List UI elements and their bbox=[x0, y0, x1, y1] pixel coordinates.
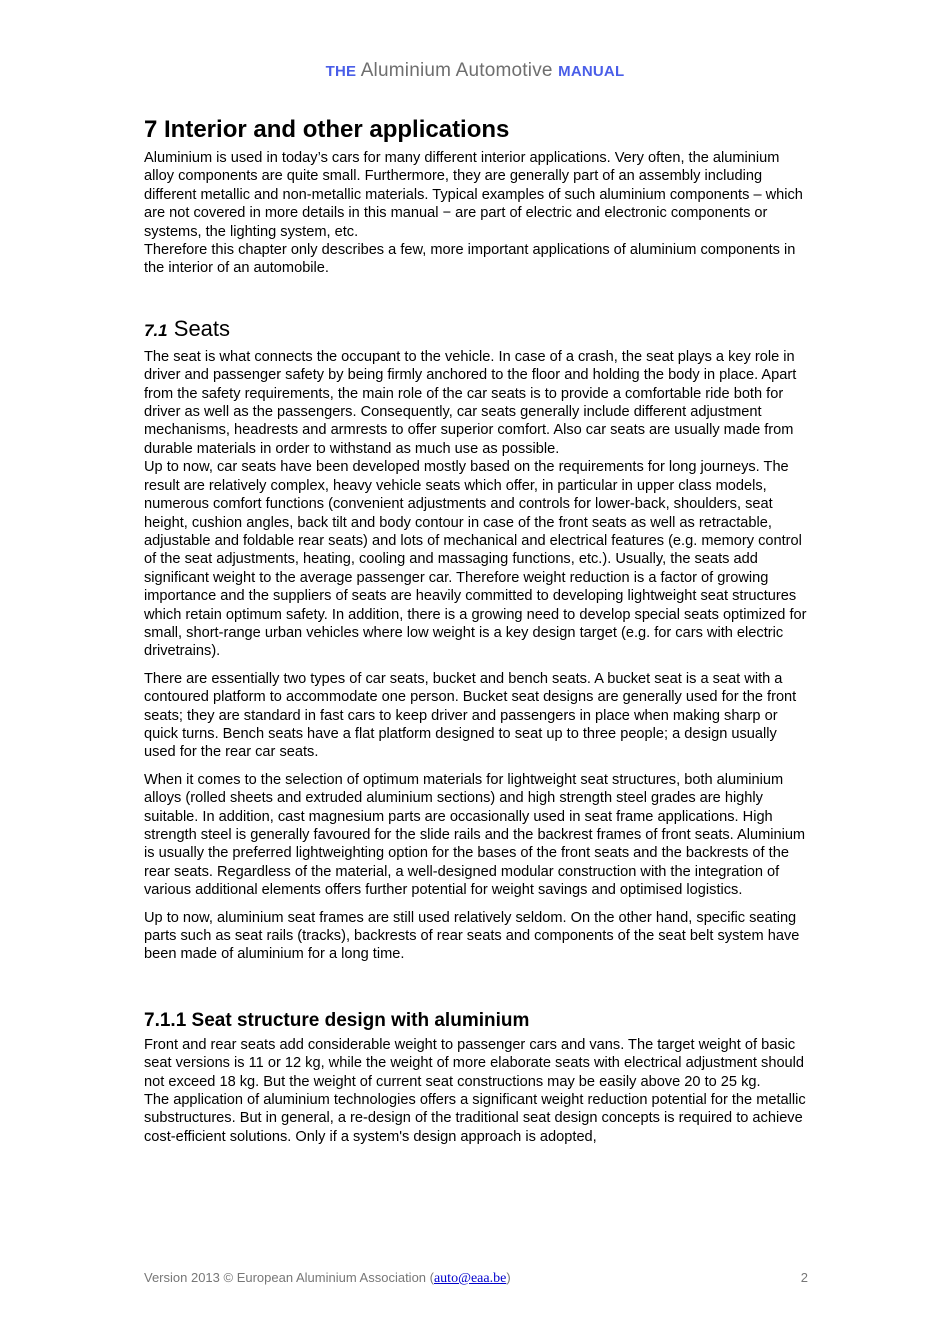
section-heading bbox=[144, 314, 810, 346]
footer-version: Version 2013 © European Aluminium Association ( bbox=[144, 1270, 434, 1285]
chapter-paragraph: Therefore this chapter only describes a few, more important applications of aluminium components in the interior of an automobile. bbox=[144, 242, 796, 277]
section-title: Seats bbox=[173, 315, 231, 341]
subsection-paragraph: Front and rear seats add considerable weight to passenger cars and vans. The target weight of basic seat versions is 11 or 12 kg, while the weight of more elaborate seats with electrical adjustment should not exceed 18 kg. But the weight of current seat constructions may be easily above 20 to 25 kg. bbox=[144, 1036, 805, 1090]
footer-email-link[interactable]: auto@eaa.be bbox=[433, 1271, 507, 1286]
chapter-title: 7 Interior and other applications bbox=[144, 116, 510, 143]
header-manual: MANUAL bbox=[558, 63, 625, 80]
page-header bbox=[0, 60, 950, 82]
section-number: 7.1 bbox=[144, 320, 168, 340]
header-the: THE bbox=[325, 63, 357, 80]
section-paragraph: Up to now, aluminium seat frames are still used relatively seldom. On the other hand, specific seating parts such as seat rails (tracks), backrests of rear seats and components of the seat belt system have been made of aluminium for a long time. bbox=[144, 909, 800, 963]
header-title: Aluminium Automotive bbox=[360, 60, 553, 81]
section-paragraph: There are essentially two types of car seats, bucket and bench seats. A bucket seat is a seat with a contoured platform to accommodate one person. Bucket seat designs are generally used for the front seats; they are standard in fast cars to keep driver and passengers in place when making sharp or quick turns. Bench seats have a flat platform designed to seat up to three people; a design usually used for the rear car seats. bbox=[144, 670, 797, 761]
page-footer bbox=[144, 1270, 808, 1287]
section-paragraph: Up to now, car seats have been developed mostly based on the requirements for long journeys. The result are relatively complex, heavy vehicle seats which offer, in particular in upper class models, numerous comfort functions (convenient adjustments and controls for lower-back, shoulders, seat height, cushion angles, back tilt and body contour in case of the front seats as well as retractable, adjustable and foldable rear seats) and lots of mechanical and electrical features (e.g. memory control of the seat adjustments, heating, cooling and massaging functions, etc.). Usually, the seats add significant weight to the average passenger car. Therefore weight reduction is a factor of growing importance and the suppliers of seats are heavily committed to developing lightweight seat structures which retain optimum safety. In addition, there is a growing need to develop special seats optimized for small, short-range urban vehicles where low weight is a key design target (e.g. for cars with electric drivetrains). bbox=[144, 459, 807, 660]
section-paragraph: The seat is what connects the occupant to the vehicle. In case of a crash, the seat plays a key role in driver and passenger safety by being firmly anchored to the floor and holding the body in place. Apart from the safety requirements, the main role of the car seats is to provide a comfortable ride both for driver as well as the passengers. Consequently, car seats generally include different adjustment mechanisms, headrests and armrests to offer superior comfort. Also car seats are usually made from durable materials in order to withstand as much use as possible. bbox=[144, 348, 797, 457]
section-paragraph: When it comes to the selection of optimum materials for lightweight seat structures, both aluminium alloys (rolled sheets and extruded aluminium sections) and high strength steel grades are highly suitable. In addition, cast magnesium parts are occasionally used in seat frame applications. High strength steel is generally favoured for the slide rails and the backrest frames of front seats. Aluminium is usually the preferred lightweighting option for the bases of the front seats and the backrests of the rear seats. Regardless of the material, a well-designed modular construction with the integration of various additional elements offers further potential for weight savings and optimised logistics. bbox=[144, 771, 806, 899]
footer-close-paren: ) bbox=[506, 1270, 511, 1285]
page-number: 2 bbox=[800, 1270, 808, 1285]
chapter-paragraph: Aluminium is used in today’s cars for many different interior applications. Very often, the aluminium alloy components are quite small. Furthermore, they are generally part of an assembly including different metallic and non-metallic materials. Typical examples of such aluminium components – which are not covered in more details in this manual − are part of electric and electronic components or systems, the lighting system, etc. bbox=[144, 150, 803, 240]
subsection-paragraph: The application of aluminium technologies offers a significant weight reduction potential for the metallic substructures. But in general, a re-design of the traditional seat design concepts is required to achieve cost-efficient solutions. Only if a system's design approach is adopted, bbox=[144, 1092, 806, 1145]
document-body bbox=[144, 114, 810, 1146]
subsection-title: 7.1.1 Seat structure design with aluminium bbox=[144, 1009, 530, 1031]
